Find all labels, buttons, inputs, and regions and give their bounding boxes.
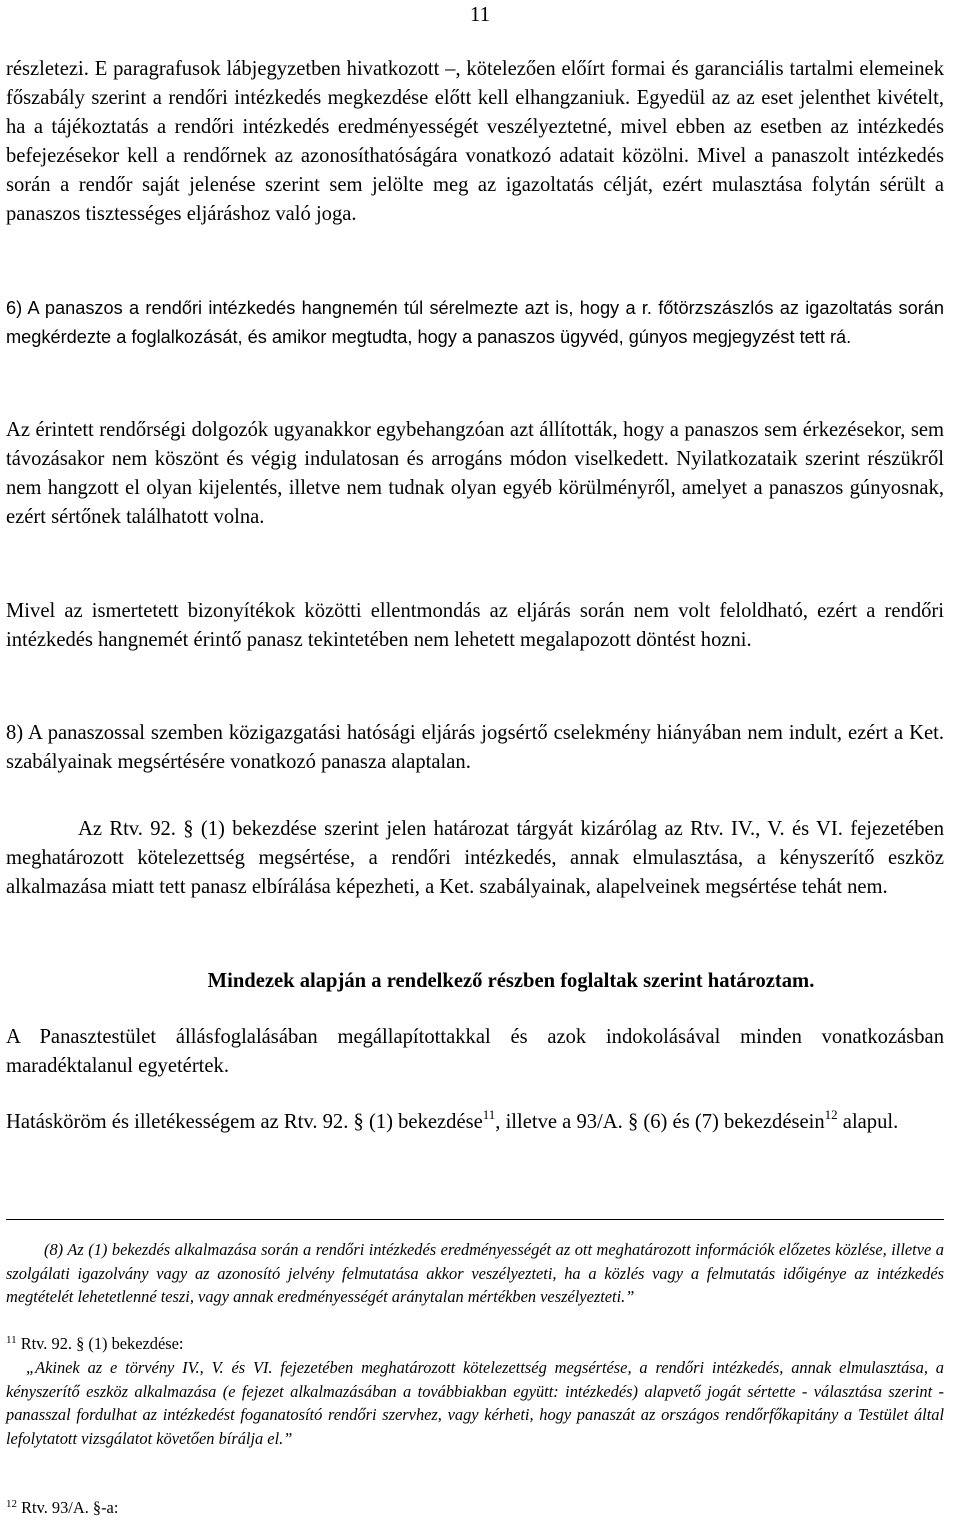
- footnote-quote-8: (8) Az (1) bekezdés alkalmazása során a rendőri intézkedés eredményességét az ott meghatározott információk előzetes közlése, illetve a szolgálati igazolvány vagy az azonosító jelvény felmutatása akkor veszélyezteti, ha a közlés vagy a felmutatás időigénye az intézkedés megtételét lehetetlenné teszi, vagy annak eredményességét aránytalan mértékben veszélyezteti.”: [6, 1240, 944, 1306]
- footnote-12-reference: Rtv. 93/A. §-a:: [17, 1498, 119, 1517]
- page-number: 11: [469, 2, 491, 26]
- footnote-12-number: 12: [6, 1498, 17, 1510]
- competence-text-3: alapul.: [837, 1111, 899, 1133]
- competence-text-2: , illetve a 93/A. § (6) és (7) bekezdésein: [495, 1111, 825, 1133]
- paragraph-panel-agreement: A Panasztestület állásfoglalásában megállapítottakkal és azok indokolásával minden vonatkozásban maradéktalanul egyetértek.: [6, 1026, 944, 1077]
- paragraph-rtv-92: Az Rtv. 92. § (1) bekezdése szerint jelen határozat tárgyát kizárólag az Rtv. IV., V. és VI. fejezetében meghatározott kötelezettség megsértése, a rendőri intézkedés, annak elmulasztása, a kényszerítő eszköz alkalmazása miatt tett panasz elbírálása képezheti, a Ket. szabályainak, alapelveinek megsértése tehát nem.: [6, 818, 944, 898]
- paragraph-officers-statement: Az érintett rendőrségi dolgozók ugyanakkor egybehangzóan azt állították, hogy a panaszos sem érkezésekor, sem távozásakor nem köszönt és végig indulatosan és arrogáns módon viselkedett. Nyilatkozataik szerint részükről nem hangzott el olyan kijelentés, illetve nem tudnak olyan egyéb körülményről, amelyet a panaszos gúnyosnak, ezért sértőnek találhatott volna.: [6, 419, 944, 528]
- footnote-11-text: „Akinek az e törvény IV., V. és VI. fejezetében meghatározott kötelezettség megsértése, a rendőri intézkedés, annak elmulasztása, a kényszerítő eszköz alkalmazása (e fejezet alkalmazásában a továbbiakban együtt: intézkedés) alapvető jogát sértette - választása szerint - panasszal fordulhat az intézkedést foganatosító rendőri szervhez, vagy kérheti, hogy panaszát az országos rendőrfőkapitány a Testület által lefolytatott vizsgálatot követően bírálja el.”: [6, 1358, 944, 1448]
- footnote-11-number: 11: [6, 1334, 17, 1346]
- footnote-divider: [6, 1219, 944, 1220]
- competence-text-1: Hatásköröm és illetékességem az Rtv. 92. § (1) bekezdése: [6, 1111, 483, 1133]
- footnote-ref-12: 12: [824, 1107, 838, 1122]
- paragraph-competence: [6, 1108, 944, 1137]
- paragraph-complaint-6: 6) A panaszos a rendőri intézkedés hangnemén túl sérelmezte azt is, hogy a r. főtörzszászlós az igazoltatás során megkérdezte a foglalkozását, és amikor megtudta, hogy a panaszos ügyvéd, gúnyos megjegyzést tett rá.: [6, 298, 944, 347]
- footnote-11-reference: Rtv. 92. § (1) bekezdése:: [16, 1334, 184, 1353]
- footnote-ref-11: 11: [482, 1107, 496, 1122]
- decision-heading: Mindezek alapján a rendelkező részben foglaltak szerint határoztam.: [207, 970, 815, 992]
- paragraph-identification: részletezi. E paragrafusok lábjegyzetben hivatkozott –, kötelezően előírt formai és garanciális tartalmi elemeinek főszabály szerint a rendőri intézkedés megkezdése előtt kell elhangzaniuk. Egyedül az az eset jelenthet kivételt, ha a tájékoztatás a rendőri intézkedés eredményességét veszélyeztetné, mivel ebben az esetben az intézkedés befejezésekor kell a rendőrnek az azonosíthatóságára vonatkozó adatait közölni. Mivel a panaszolt intézkedés során a rendőr saját jelenése szerint sem jelölte meg az igazoltatás célját, ezért mulasztása folytán sérült a panaszos tisztességes eljáráshoz való joga.: [6, 58, 944, 225]
- footnote-11-heading: [6, 1332, 944, 1356]
- footnote-12-heading: [6, 1496, 944, 1520]
- paragraph-contradiction: Mivel az ismertetett bizonyítékok közötti ellentmondás az eljárás során nem volt feloldható, ezért a rendőri intézkedés hangnemét érintő panasz tekintetében nem lehetett megalapozott döntést hozni.: [6, 600, 944, 651]
- paragraph-complaint-8: 8) A panaszossal szemben közigazgatási hatósági eljárás jogsértő cselekmény hiányában nem indult, ezért a Ket. szabályainak megsértésére vonatkozó panasza alaptalan.: [6, 722, 944, 773]
